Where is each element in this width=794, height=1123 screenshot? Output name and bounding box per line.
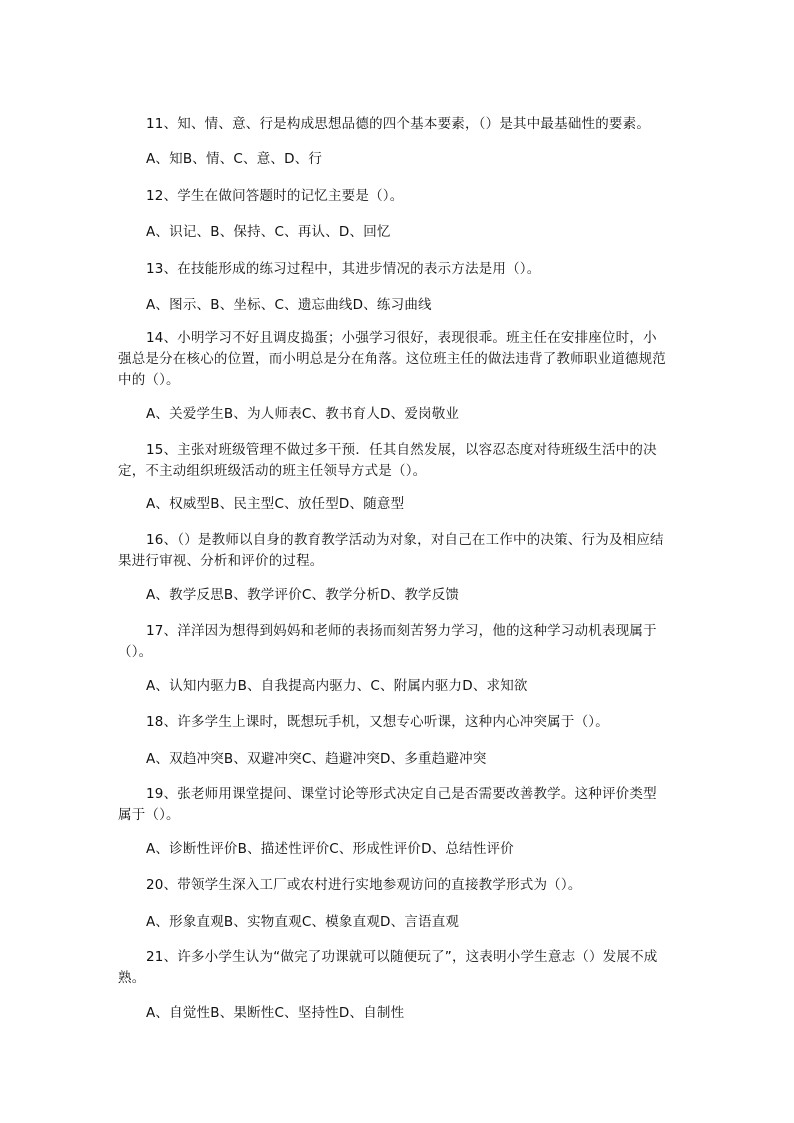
answer-options: A、诊断性评价B、描述性评价C、形成性评价D、总结性评价 — [146, 841, 514, 857]
question-16-options — [118, 585, 670, 606]
answer-options: A、权威型B、民主型C、放任型D、随意型 — [146, 496, 405, 512]
question-11-options — [118, 149, 670, 170]
question-text: 15、主张对班级管理不做过多干预．任其自然发展，以容忍态度对待班级生活中的决定，不主动组织班级活动的班主任领导方式是（）。 — [118, 442, 657, 479]
question-21 — [118, 947, 670, 989]
question-17-options — [118, 676, 670, 697]
question-20 — [118, 875, 670, 896]
question-12-options — [118, 222, 670, 243]
question-text: 12、学生在做问答题时的记忆主要是（）。 — [146, 188, 404, 204]
question-16 — [118, 530, 670, 572]
question-17 — [118, 621, 670, 663]
question-19-options — [118, 839, 670, 860]
question-11 — [118, 114, 670, 135]
question-18-options — [118, 749, 670, 770]
question-15 — [118, 440, 670, 482]
question-20-options — [118, 912, 670, 933]
answer-options: A、识记、B、保持、C、再认、D、回忆 — [146, 224, 391, 240]
question-12 — [118, 186, 670, 207]
question-21-options — [118, 1003, 670, 1024]
question-text: 14、小明学习不好且调皮捣蛋；小强学习很好，表现很乖。班主任在安排座位时，小强总是分在核心的位置，而小明总是分在角落。这位班主任的做法违背了教师职业道德规范中的（）。 — [118, 330, 666, 388]
answer-options: A、知B、情、C、意、D、行 — [146, 151, 323, 167]
question-19 — [118, 784, 670, 826]
question-text: 13、在技能形成的练习过程中，其进步情况的表示方法是用（）。 — [146, 261, 541, 277]
question-13 — [118, 259, 670, 280]
answer-options: A、关爱学生B、为人师表C、教书育人D、爱岗敬业 — [146, 406, 460, 422]
question-text: 20、带领学生深入工厂或农村进行实地参观访问的直接教学形式为（）。 — [146, 877, 582, 893]
question-14-options — [118, 404, 670, 425]
answer-options: A、形象直观B、实物直观C、模象直观D、言语直观 — [146, 914, 460, 930]
answer-options: A、自觉性B、果断性C、坚持性D、自制性 — [146, 1005, 405, 1021]
question-text: 18、许多学生上课时，既想玩手机，又想专心听课，这种内心冲突属于（）。 — [146, 714, 609, 730]
question-13-options — [118, 295, 670, 316]
answer-options: A、图示、B、坐标、C、遗忘曲线D、练习曲线 — [146, 297, 432, 313]
answer-options: A、认知内驱力B、自我提高内驱力、C、附属内驱力D、求知欲 — [146, 678, 528, 694]
question-text: 21、许多小学生认为“做完了功课就可以随便玩了”，这表明小学生意志（）发展不成熟。 — [118, 949, 658, 986]
question-15-options — [118, 494, 670, 515]
question-text: 17、洋洋因为想得到妈妈和老师的表扬而刻苦努力学习，他的这种学习动机表现属于（）。 — [118, 623, 657, 660]
answer-options: A、双趋冲突B、双避冲突C、趋避冲突D、多重趋避冲突 — [146, 751, 487, 767]
question-14 — [118, 328, 670, 391]
question-text: 11、知、情、意、行是构成思想品德的四个基本要素，（）是其中最基础性的要素。 — [146, 116, 651, 132]
answer-options: A、教学反思B、教学评价C、教学分析D、教学反馈 — [146, 587, 460, 603]
question-text: 16、（）是教师以自身的教育教学活动为对象，对自己在工作中的决策、行为及相应结果进行审视、分析和评价的过程。 — [118, 532, 664, 569]
question-text: 19、张老师用课堂提问、课堂讨论等形式决定自己是否需要改善教学。这种评价类型属于（）。 — [118, 786, 657, 823]
question-18 — [118, 712, 670, 733]
